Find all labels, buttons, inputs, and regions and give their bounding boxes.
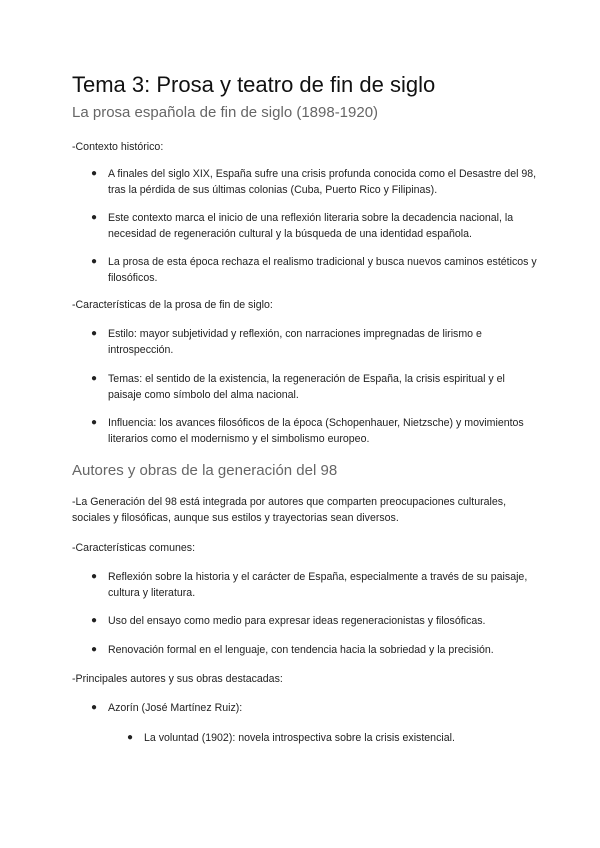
- list-item: [91, 700, 538, 716]
- common-heading: -Características comunes:: [72, 542, 196, 554]
- list-item: [91, 166, 538, 198]
- list-item: [91, 371, 538, 403]
- list-item: [91, 326, 538, 358]
- bullet-icon: ●: [91, 256, 98, 267]
- context-heading: -Contexto histórico:: [72, 141, 164, 153]
- features-heading: -Características de la prosa de fin de siglo:: [72, 299, 273, 311]
- list-item: [91, 642, 538, 658]
- list-item-text: Influencia: los avances filosóficos de la época (Schopenhauer, Nietzsche) y movimientos literarios como el modernismo y el simbolismo europeo.: [108, 417, 524, 445]
- list-item-text: Reflexión sobre la historia y el carácter de España, especialmente a través de su paisaje, cultura y literatura.: [108, 571, 528, 599]
- bullet-icon: ●: [91, 328, 98, 339]
- list-item: [127, 730, 534, 746]
- document-title: Tema 3: Prosa y teatro de fin de siglo: [72, 72, 436, 97]
- list-item-text: Azorín (José Martínez Ruiz):: [108, 702, 243, 714]
- list-item-text: La prosa de esta época rechaza el realismo tradicional y busca nuevos caminos estéticos y filosóficos.: [108, 256, 537, 284]
- bullet-icon: ●: [91, 615, 98, 626]
- authors-heading: -Principales autores y sus obras destacadas:: [72, 673, 283, 685]
- list-item: [91, 613, 538, 629]
- list-item-text: La voluntad (1902): novela introspectiva sobre la crisis existencial.: [144, 732, 455, 744]
- list-item-text: Este contexto marca el inicio de una reflexión literaria sobre la decadencia nacional, la necesidad de regeneración cultural y la búsqueda de una identidad española.: [108, 212, 514, 240]
- bullet-icon: ●: [91, 571, 98, 582]
- list-item-text: A finales del siglo XIX, España sufre una crisis profunda conocida como el Desastre del 98, tras la pérdida de sus últimas colonias (Cuba, Puerto Rico y Filipinas).: [108, 168, 537, 196]
- section-heading: Autores y obras de la generación del 98: [72, 462, 338, 479]
- bullet-icon: ●: [91, 373, 98, 384]
- section-intro: -La Generación del 98 está integrada por autores que comparten preocupaciones culturales, sociales y filosóficas, aunque sus estilos y trayectorias sean diversos.: [72, 496, 507, 524]
- list-item: [91, 415, 538, 447]
- bullet-icon: ●: [91, 417, 98, 428]
- list-item: [91, 210, 538, 242]
- list-item: [91, 254, 538, 286]
- bullet-icon: ●: [127, 732, 134, 743]
- bullet-icon: ●: [91, 644, 98, 655]
- list-item-text: Temas: el sentido de la existencia, la regeneración de España, la crisis espiritual y el paisaje como símbolo del alma nacional.: [108, 373, 505, 401]
- list-item-text: Uso del ensayo como medio para expresar ideas regeneracionistas y filosóficas.: [108, 615, 486, 627]
- list-item-text: Renovación formal en el lenguaje, con tendencia hacia la sobriedad y la precisión.: [108, 644, 494, 656]
- list-item-text: Estilo: mayor subjetividad y reflexión, con narraciones impregnadas de lirismo e introspección.: [108, 328, 482, 356]
- list-item: [91, 569, 538, 601]
- bullet-icon: ●: [91, 168, 98, 179]
- document-subtitle: La prosa española de fin de siglo (1898-1920): [72, 104, 379, 121]
- bullet-icon: ●: [91, 212, 98, 223]
- bullet-icon: ●: [91, 702, 98, 713]
